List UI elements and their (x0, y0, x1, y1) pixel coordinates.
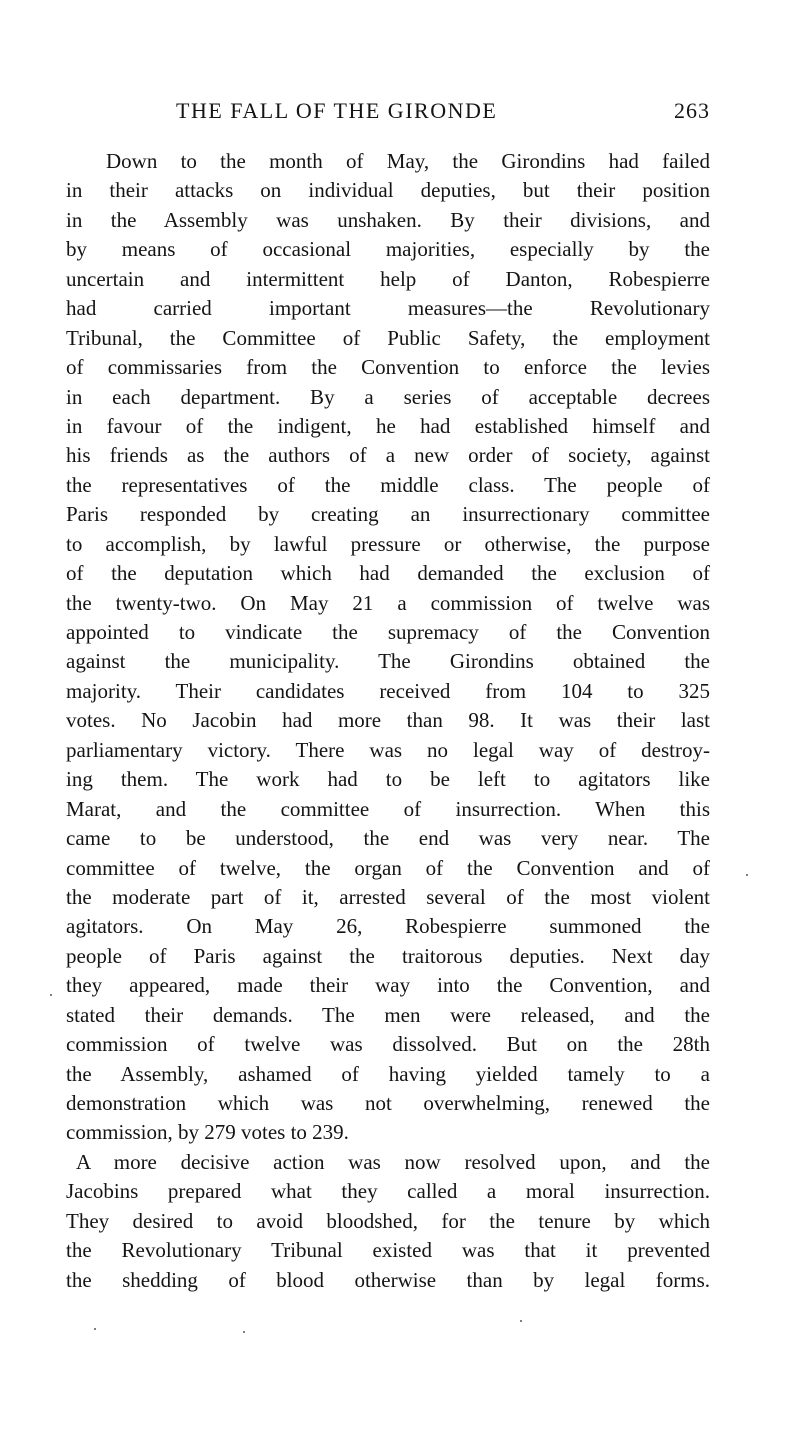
text-line: of commissaries from the Convention to enforce the levies (66, 355, 710, 380)
page-number: 263 (674, 98, 710, 123)
scan-speck (746, 874, 748, 876)
text-line: they appeared, made their way into the Convention, and (66, 973, 710, 998)
text-line: majority. Their candidates received from 104 to 325 (66, 678, 710, 703)
text-line: his friends as the authors of a new order of society, against (66, 443, 710, 468)
scan-speck (94, 1328, 96, 1330)
text-line: the moderate part of it, arrested several of the most violent (66, 884, 710, 909)
text-line: A more decisive action was now resolved upon, and the (76, 1149, 710, 1174)
text-line: of the deputation which had demanded the exclusion of (66, 561, 710, 586)
text-line: agitators. On May 26, Robespierre summoned the (66, 914, 710, 939)
text-line: the Revolutionary Tribunal existed was that it prevented (66, 1238, 710, 1263)
text-line: the twenty-two. On May 21 a commission of twelve was (66, 590, 710, 615)
text-line: votes. No Jacobin had more than 98. It was their last (66, 708, 710, 733)
text-line: commission, by 279 votes to 239. (66, 1120, 349, 1145)
scan-speck (520, 1320, 522, 1322)
paragraph-1 (66, 147, 710, 1148)
text-line: by means of occasional majorities, especially by the (66, 237, 710, 262)
text-line: in favour of the indigent, he had established himself and (66, 413, 710, 438)
body-text (66, 147, 710, 1295)
text-line: Tribunal, the Committee of Public Safety, the employment (66, 325, 710, 350)
text-line: Marat, and the committee of insurrection. When this (66, 796, 710, 821)
text-line: the Assembly, ashamed of having yielded tamely to a (66, 1061, 710, 1086)
text-line: uncertain and intermittent help of Danton, Robespierre (66, 266, 710, 291)
text-line: had carried important measures—the Revolutionary (66, 296, 710, 321)
text-line: commission of twelve was dissolved. But on the 28th (66, 1032, 710, 1057)
running-title: THE FALL OF THE GIRONDE (176, 98, 498, 123)
scan-speck (243, 1331, 245, 1333)
text-line: in each department. By a series of acceptable decrees (66, 384, 710, 409)
text-line: the shedding of blood otherwise than by legal forms. (66, 1267, 710, 1292)
text-line: against the municipality. The Girondins obtained the (66, 649, 710, 674)
paragraph-2 (66, 1148, 710, 1295)
text-line: the representatives of the middle class. The people of (66, 472, 710, 497)
text-line: in the Assembly was unshaken. By their divisions, and (66, 207, 710, 232)
text-line: committee of twelve, the organ of the Convention and of (66, 855, 710, 880)
text-line: appointed to vindicate the supremacy of the Convention (66, 620, 710, 644)
text-line: people of Paris against the traitorous deputies. Next day (66, 943, 710, 968)
text-line: in their attacks on individual deputies, but their position (66, 178, 710, 203)
text-line: Down to the month of May, the Girondins had failed (106, 149, 710, 173)
text-line: parliamentary victory. There was no legal way of destroy- (66, 737, 710, 762)
running-header (66, 96, 710, 130)
text-line: Paris responded by creating an insurrectionary committee (66, 502, 710, 527)
text-line: stated their demands. The men were released, and the (66, 1002, 710, 1027)
text-line: demonstration which was not overwhelming, renewed the (66, 1091, 710, 1115)
text-line: came to be understood, the end was very near. The (66, 826, 710, 851)
text-line: Jacobins prepared what they called a moral insurrection. (66, 1179, 710, 1204)
text-line: They desired to avoid bloodshed, for the tenure by which (66, 1208, 710, 1233)
scan-speck (50, 994, 52, 996)
text-line: to accomplish, by lawful pressure or otherwise, the purpose (66, 531, 710, 556)
text-line: ing them. The work had to be left to agitators like (66, 767, 710, 792)
